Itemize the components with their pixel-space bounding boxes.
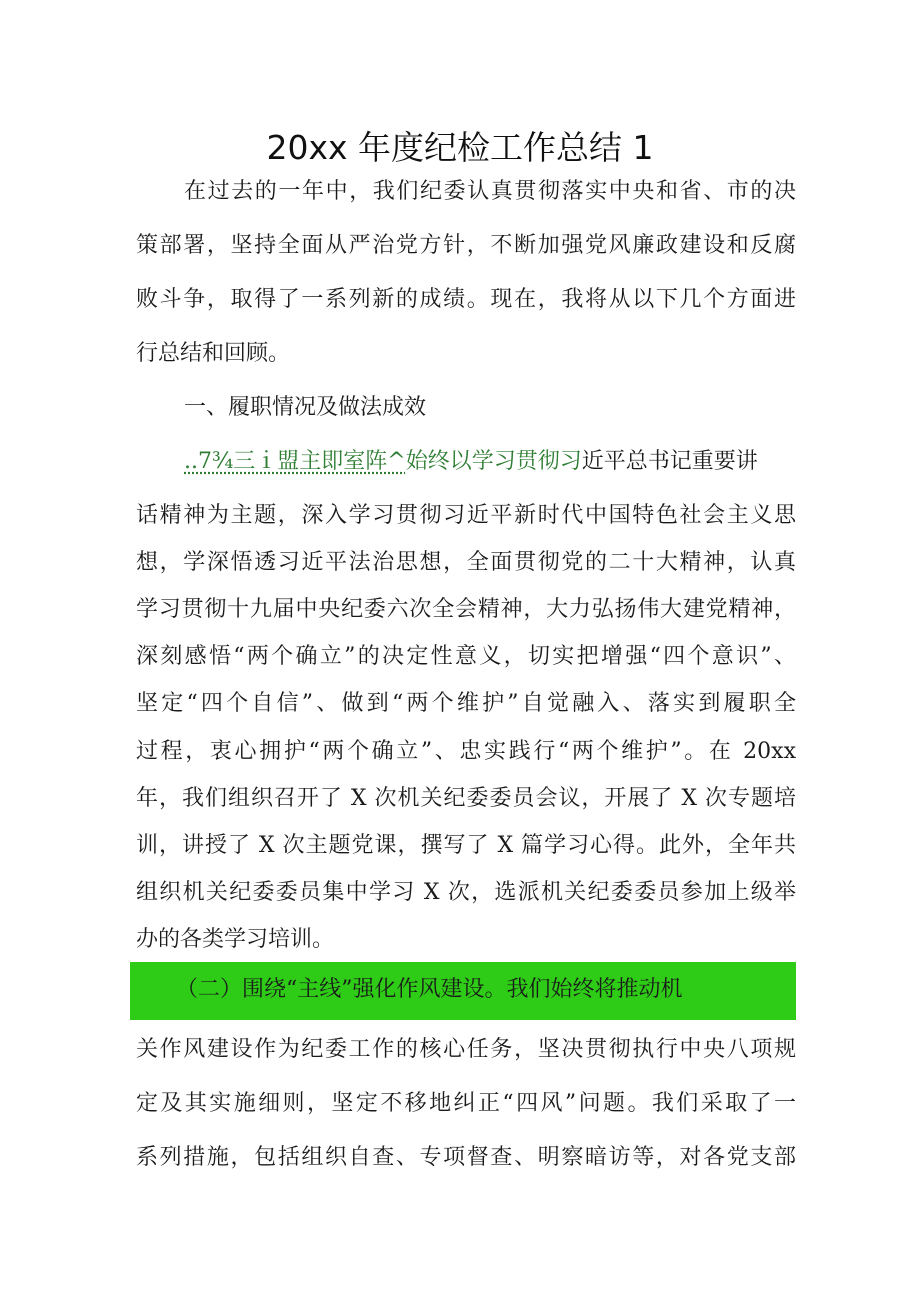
paragraph-line: 关作风建设作为纪委工作的核心任务，坚决贯彻执行中央八项规 bbox=[136, 1037, 796, 1062]
paragraph-line: 办的各类学习培训。 bbox=[136, 927, 335, 952]
page-title: 20xx 年度纪检工作总结 1 bbox=[266, 128, 654, 167]
paragraph-line: 坚定“四个自信”、做到“两个维护”自觉融入、落实到履职全 bbox=[136, 691, 796, 716]
intro-line: 策部署，坚持全面从严治党方针，不断加强党风廉政建设和反腐 bbox=[136, 233, 796, 258]
paragraph-line: 话精神为主题，深入学习贯彻习近平新时代中国特色社会主义思 bbox=[136, 503, 796, 528]
highlight-heading: （二）围绕“主线”强化作风建设。我们始终将推动机 bbox=[176, 977, 683, 1002]
paragraph-line: 组织机关纪委委员集中学习 X 次，选派机关纪委委员参加上级举 bbox=[136, 880, 796, 905]
green-lead-text: 始终以学习贯彻习 bbox=[405, 449, 582, 474]
paragraph-line: 年，我们组织召开了 X 次机关纪委委员会议，开展了 X 次专题培 bbox=[136, 786, 796, 811]
paragraph-line: 系列措施，包括组织自查、专项督查、明察暗访等，对各党支部 bbox=[136, 1145, 796, 1170]
paragraph-line: 深刻感悟“两个确立”的决定性意义，切实把增强“四个意识”、 bbox=[136, 644, 796, 669]
intro-line: 在过去的一年中，我们纪委认真贯彻落实中央和省、市的决 bbox=[184, 179, 796, 204]
intro-line: 行总结和回顾。 bbox=[136, 341, 291, 366]
paragraph-line: 学习贯彻十九届中央纪委六次全会精神，大力弘扬伟大建党精神， bbox=[136, 597, 796, 622]
intro-line: 败斗争，取得了一系列新的成绩。现在，我将从以下几个方面进 bbox=[136, 287, 796, 312]
paragraph-line: 训，讲授了 X 次主题党课，撰写了 X 篇学习心得。此外，全年共 bbox=[136, 833, 796, 858]
first-line-rest: 近平总书记重要讲 bbox=[581, 449, 758, 474]
paragraph-line: 定及其实施细则，坚定不移地纠正“四风”问题。我们采取了一 bbox=[136, 1091, 796, 1116]
paragraph-line: 想，学深悟透习近平法治思想，全面贯彻党的二十大精神，认真 bbox=[136, 550, 796, 575]
section-heading: 一、履职情况及做法成效 bbox=[184, 395, 427, 420]
paragraph-line: 过程，衷心拥护“两个确立”、忠实践行“两个维护”。在 20xx bbox=[136, 739, 796, 764]
paragraph-first-line bbox=[184, 442, 796, 482]
ocr-artifact-text: ..7¾三ｉ盟主即室阵^ bbox=[184, 449, 406, 474]
